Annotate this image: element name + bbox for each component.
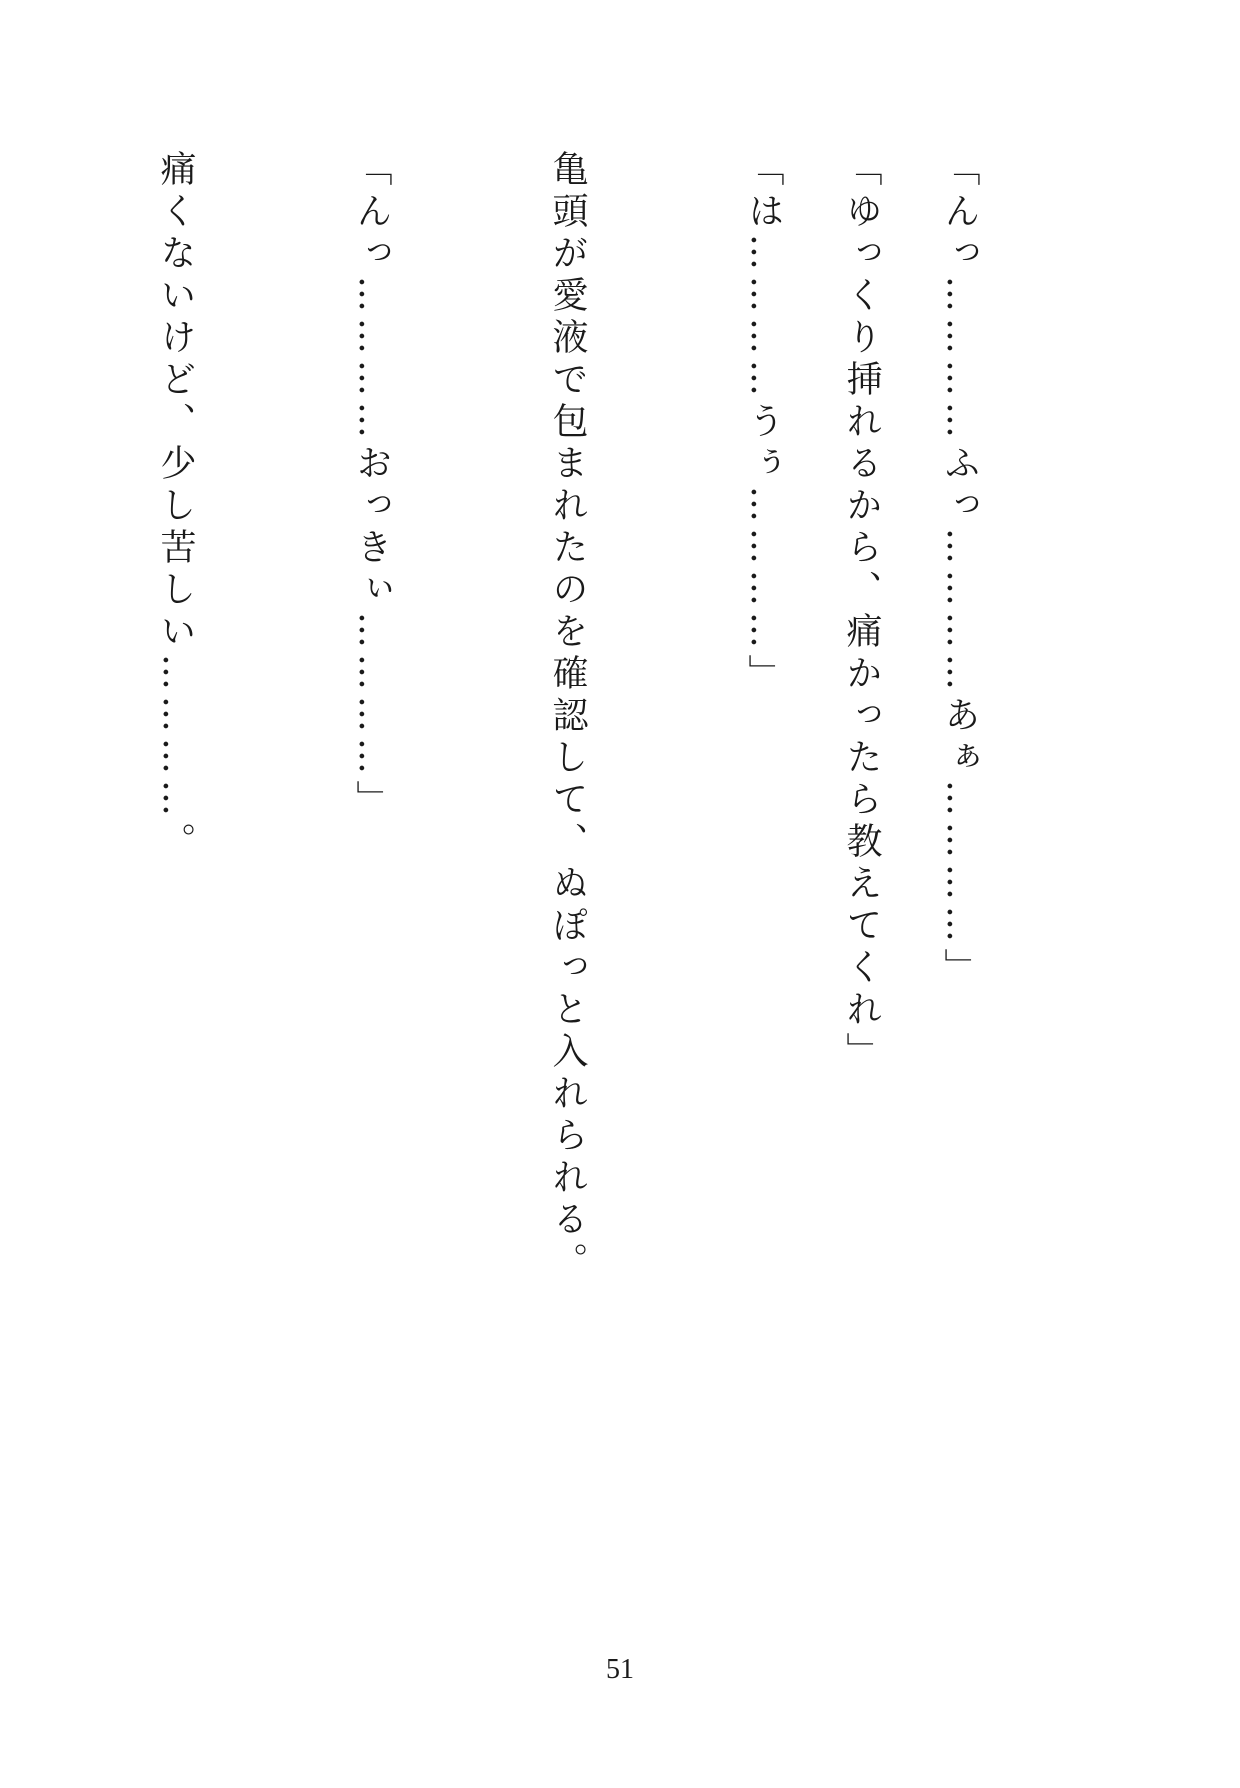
vertical-text-body	[0, 150, 1008, 1600]
page-number: 51	[606, 1654, 634, 1685]
text-line: 「ゆっくり挿れるから、痛かったら教えてくれ」	[841, 150, 882, 1074]
blank-line	[224, 150, 322, 1600]
blank-line	[420, 150, 518, 1600]
text-line: 「は…………うぅ…………」	[743, 150, 784, 696]
text-line: 「んっ…………ふっ…………あぁ…………」	[939, 150, 980, 990]
blank-line	[28, 150, 126, 1600]
text-line: 痛くないけど、少し苦しい…………。	[155, 150, 196, 864]
text-line: 亀頭が愛液で包まれたのを確認して、ぬぽっと入れられる。	[547, 150, 588, 1284]
text-line: 「んっ…………おっきぃ…………」	[351, 150, 392, 822]
text-line	[0, 150, 28, 1600]
blank-line	[616, 150, 714, 1600]
